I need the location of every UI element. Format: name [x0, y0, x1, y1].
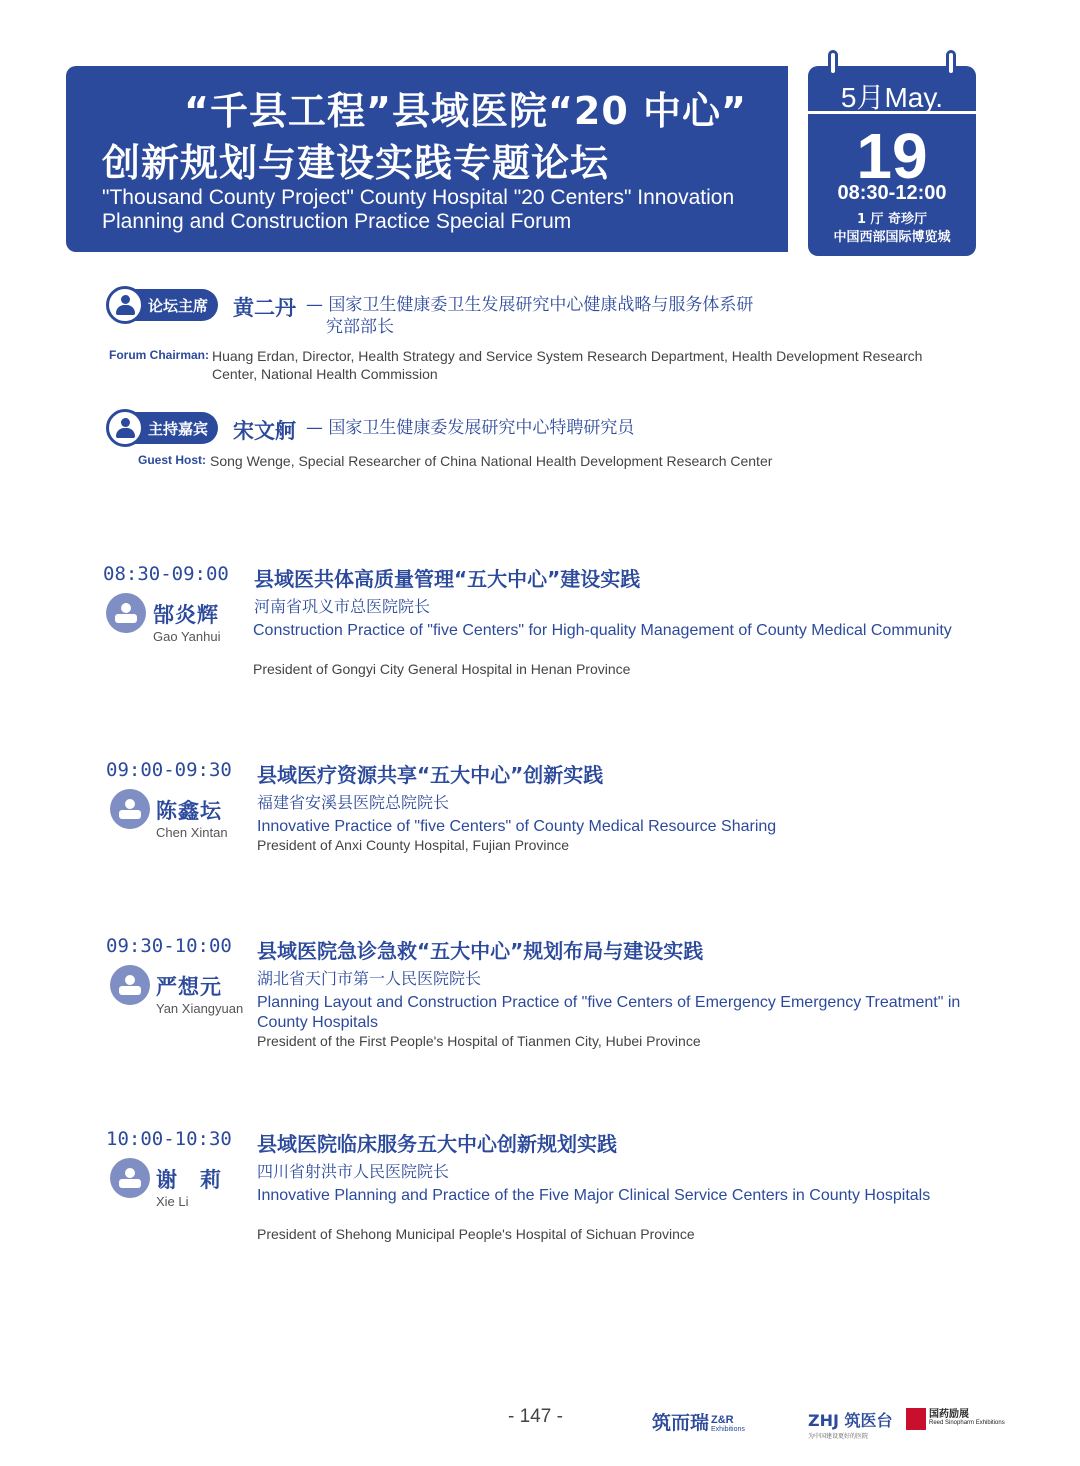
- speaker-name-cn: 谢 莉: [156, 1168, 222, 1192]
- logo3-cn: 国药励展: [929, 1409, 969, 1420]
- speaker-avatar-icon: [110, 1158, 150, 1198]
- reed-mark-icon: [906, 1408, 926, 1430]
- slot-time: 09:00-09:30: [106, 759, 232, 781]
- slot-time: 08:30-09:00: [103, 563, 229, 585]
- slot-time: 09:30-10:00: [106, 935, 232, 957]
- chairman-badge-label: 论坛主席: [148, 296, 209, 315]
- speaker-org-en: President of Anxi County Hospital, Fujian Province: [257, 837, 570, 853]
- speaker-name-en: Yan Xiangyuan: [156, 1001, 244, 1016]
- slot-time: 10:00-10:30: [106, 1128, 232, 1150]
- talk-title-cn: 县域医疗资源共享“五大中心”创新实践: [257, 763, 604, 787]
- reed-sinopharm-logo: [906, 1408, 1005, 1430]
- title-en-line2: Planning and Construction Practice Special Forum: [102, 210, 572, 233]
- speaker-org-cn: 湖北省天门市第一人民医院院长: [257, 969, 482, 988]
- chairman-badge: [108, 289, 218, 321]
- host-name-cn: 宋文舸: [233, 419, 296, 443]
- talk-title-en: Innovative Practice of "five Centers" of County Medical Resource Sharing: [257, 818, 777, 835]
- person-icon: [106, 409, 144, 447]
- host-label-en: Guest Host:: [138, 453, 207, 467]
- speaker-avatar-icon: [110, 789, 150, 829]
- speaker-name-en: Gao Yanhui: [153, 629, 221, 644]
- logo1-cn: 筑而瑞: [652, 1412, 710, 1434]
- talk-title-cn: 县域医共体高质量管理“五大中心”建设实践: [254, 567, 641, 591]
- talk-title-cn: 县域医院临床服务五大中心创新规划实践: [257, 1132, 617, 1156]
- page-number: - 147 -: [508, 1406, 563, 1427]
- zr-exhibitions-logo: [652, 1408, 745, 1435]
- logo1-en-a: Z&R: [711, 1414, 734, 1426]
- host-badge: [108, 412, 218, 444]
- speaker-name-en: Chen Xintan: [156, 825, 228, 840]
- title-cn-line2: 创新规划与建设实践专题论坛: [102, 141, 610, 185]
- chairman-desc-en-line1: Huang Erdan, Director, Health Strategy and Service System Research Department, Health Development Research: [212, 348, 923, 364]
- speaker-avatar-icon: [106, 593, 146, 633]
- speaker-org-en: President of Gongyi City General Hospital in Henan Province: [253, 661, 631, 677]
- calendar-card: [808, 66, 976, 256]
- zhj-logo: [808, 1408, 893, 1440]
- logo3-en: Reed Sinopharm Exhibitions: [929, 1420, 1005, 1426]
- chairman-desc-cn-line1: — 国家卫生健康委卫生发展研究中心健康战略与服务体系研: [306, 295, 754, 315]
- speaker-org-en: President of Shehong Municipal People's Hospital of Sichuan Province: [257, 1226, 695, 1242]
- logo2-text: ZHJ 筑医台: [808, 1411, 893, 1430]
- talk-title-en: Construction Practice of "five Centers" for High-quality Management of County Medical Community: [253, 622, 952, 639]
- host-desc-en: Song Wenge, Special Researcher of China National Health Development Research Center: [210, 453, 773, 469]
- header-banner: [66, 66, 788, 252]
- group-icon: [106, 286, 144, 324]
- logo1-en-b: Exhibitions: [711, 1426, 745, 1433]
- host-desc-cn: — 国家卫生健康委发展研究中心特聘研究员: [306, 418, 635, 438]
- calendar-day: 19: [856, 120, 928, 192]
- chairman-desc-en-line2: Center, National Health Commission: [212, 366, 438, 382]
- talk-title-en: Innovative Planning and Practice of the Five Major Clinical Service Centers in County Hospitals: [257, 1187, 931, 1204]
- calendar-month: 5月May.: [840, 82, 944, 113]
- chairman-name-cn: 黄二丹: [233, 296, 296, 320]
- talk-title-cn: 县域医院急诊急救“五大中心”规划布局与建设实践: [257, 939, 704, 963]
- speaker-name-en: Xie Li: [156, 1194, 189, 1209]
- host-badge-label: 主持嘉宾: [148, 419, 209, 438]
- speaker-org-cn: 福建省安溪县医院总院院长: [257, 793, 450, 812]
- chairman-desc-cn-line2: 究部部长: [326, 317, 394, 337]
- talk-title-en: Planning Layout and Construction Practice of "five Centers of Emergency Emergency Treatment" in County Hospitals: [257, 994, 961, 1031]
- speaker-org-cn: 四川省射洪市人民医院院长: [257, 1162, 450, 1181]
- calendar-venue: 中国西部国际博览城: [833, 230, 951, 245]
- speaker-avatar-icon: [110, 965, 150, 1005]
- calendar-time: 08:30-12:00: [837, 182, 947, 204]
- speaker-name-cn: 严想元: [156, 975, 222, 999]
- calendar-hall: 1 厅 奇珍厅: [856, 212, 928, 227]
- speaker-name-cn: 郜炎辉: [153, 603, 219, 627]
- speaker-org-en: President of the First People's Hospital of Tianmen City, Hubei Province: [257, 1033, 701, 1049]
- speaker-org-cn: 河南省巩义市总医院院长: [254, 597, 431, 616]
- title-cn-line1: “千县工程”县域医院“20 中心”: [184, 89, 748, 133]
- chairman-label-en: Forum Chairman:: [109, 348, 210, 362]
- title-en-line1: "Thousand County Project" County Hospital "20 Centers" Innovation: [102, 186, 735, 209]
- speaker-name-cn: 陈鑫坛: [156, 799, 222, 823]
- logo2-tagline: 为中国建设更好的医院: [808, 1433, 869, 1440]
